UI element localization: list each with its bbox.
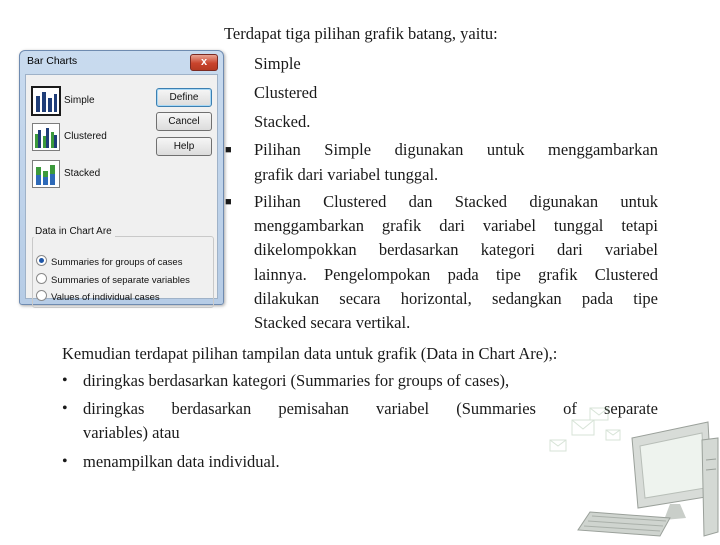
bullet2-line3: dikelompokkan berdasarkan kategori dari variabel xyxy=(254,240,658,259)
square-bullet: ■ xyxy=(225,144,232,156)
bullet1-line2: grafik dari variabel tunggal. xyxy=(254,165,439,184)
dialog-body xyxy=(25,74,218,303)
dot-bullet2-line2: variables) atau xyxy=(83,423,180,442)
define-button[interactable]: Define xyxy=(156,88,212,107)
dialog-title: Bar Charts xyxy=(27,55,78,67)
radio-individual-values[interactable] xyxy=(36,290,160,303)
clustered-bar-chart-icon xyxy=(32,123,60,151)
bar-charts-dialog xyxy=(19,50,224,305)
dot-bullet2-line1: diringkas berdasarkan pemisahan variabel (Summaries of separate xyxy=(83,399,658,418)
chart-option-stacked[interactable] xyxy=(32,160,162,190)
type-clustered: Clustered xyxy=(254,83,318,102)
help-button[interactable]: Help xyxy=(156,137,212,156)
computer-illustration xyxy=(520,400,720,540)
bullet2-line6: Stacked secara vertikal. xyxy=(254,313,411,332)
dot-bullet1-line1: diringkas berdasarkan kategori (Summaries for groups of cases), xyxy=(83,371,510,390)
dot-bullet: • xyxy=(62,400,68,417)
chart-option-label: Clustered xyxy=(64,131,107,142)
close-button[interactable]: x xyxy=(190,54,218,71)
square-bullet: ■ xyxy=(225,196,232,208)
followup-text: Kemudian terdapat pilihan tampilan data untuk grafik (Data in Chart Are),: xyxy=(62,344,558,363)
dot-bullet: • xyxy=(62,453,68,470)
chart-option-label: Simple xyxy=(64,95,95,106)
bullet2-line4: lainnya. Pengelompokan pada tipe grafik Clustered xyxy=(254,265,658,284)
dot-bullet3-line1: menampilkan data individual. xyxy=(83,452,280,471)
chart-option-label: Stacked xyxy=(64,168,101,179)
intro-text: Terdapat tiga pilihan grafik batang, yaitu: xyxy=(224,24,498,43)
radio-button[interactable] xyxy=(36,290,47,301)
stacked-bar-chart-icon xyxy=(32,160,60,188)
radio-summaries-variables[interactable] xyxy=(36,273,190,286)
cancel-button[interactable]: Cancel xyxy=(156,112,212,131)
radio-summaries-groups[interactable] xyxy=(36,255,182,268)
radio-label: Values of individual cases xyxy=(51,292,160,303)
bullet2-line1: Pilihan Clustered dan Stacked digunakan untuk xyxy=(254,192,658,211)
group-title: Data in Chart Are xyxy=(32,226,115,237)
type-simple: Simple xyxy=(254,54,301,73)
type-stacked: Stacked. xyxy=(254,112,311,131)
chart-option-clustered[interactable] xyxy=(32,123,162,153)
radio-button-selected[interactable] xyxy=(36,255,47,266)
radio-label: Summaries of separate variables xyxy=(51,275,190,286)
radio-button[interactable] xyxy=(36,273,47,284)
bullet2-line2: menggambarkan grafik dari variabel tunggal tetapi xyxy=(254,216,658,235)
bullet1-line1: Pilihan Simple digunakan untuk menggambarkan xyxy=(254,140,658,159)
chart-option-simple[interactable] xyxy=(32,87,162,117)
dot-bullet: • xyxy=(62,372,68,389)
simple-bar-chart-icon xyxy=(31,86,61,116)
bullet2-line5: dilakukan secara horizontal, sedangkan pada tipe xyxy=(254,289,658,308)
radio-label: Summaries for groups of cases xyxy=(51,257,183,268)
